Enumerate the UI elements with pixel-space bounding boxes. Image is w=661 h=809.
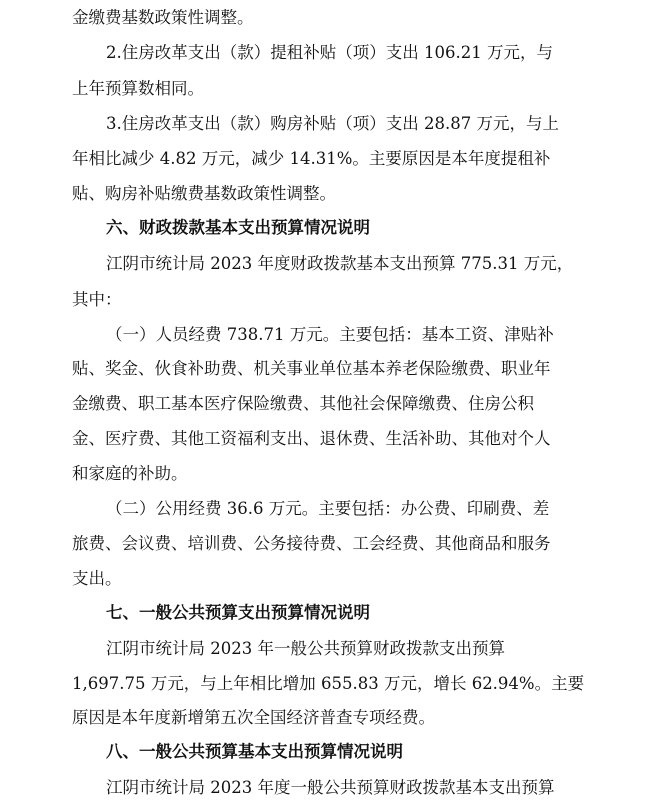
paragraph-line: 年相比减少 4.82 万元，减少 14.31%。主要原因是本年度提租补 (72, 149, 551, 168)
paragraph-line: 1,697.75 万元，与上年相比增加 655.83 万元，增长 62.94%。主要 (72, 674, 585, 693)
paragraph-line: 支出。 (72, 569, 122, 588)
paragraph-line: 3.住房改革支出（款）购房补贴（项）支出 28.87 万元，与上 (106, 114, 559, 133)
paragraph-line: 金缴费、职工基本医疗保险缴费、其他社会保障缴费、住房公积 (72, 394, 534, 413)
paragraph-line: 原因是本年度新增第五次全国经济普查专项经费。 (72, 708, 435, 727)
paragraph-line: 上年预算数相同。 (72, 79, 204, 98)
paragraph-line: 贴、奖金、伙食补助费、机关事业单位基本养老保险缴费、职业年 (72, 359, 551, 378)
section-heading: 七、一般公共预算支出预算情况说明 (106, 603, 370, 622)
paragraph-line: 金、医疗费、其他工资福利支出、退休费、生活补助、其他对个人 (72, 429, 551, 448)
paragraph-line: 江阴市统计局 2023 年度一般公共预算财政拨款基本支出预算 (106, 778, 555, 797)
paragraph-line: 旅费、会议费、培训费、公务接待费、工会经费、其他商品和服务 (72, 534, 551, 553)
paragraph-line: 贴、购房补贴缴费基数政策性调整。 (72, 184, 336, 203)
paragraph-line: 金缴费基数政策性调整。 (72, 8, 254, 27)
paragraph-line: 江阴市统计局 2023 年一般公共预算财政拨款支出预算 (106, 639, 505, 658)
paragraph-line: （二）公用经费 36.6 万元。主要包括：办公费、印刷费、差 (106, 499, 550, 518)
paragraph-line: 2.住房改革支出（款）提租补贴（项）支出 106.21 万元，与 (106, 43, 553, 62)
paragraph-line: 江阴市统计局 2023 年度财政拨款基本支出预算 775.31 万元， (106, 254, 574, 273)
section-heading: 八、一般公共预算基本支出预算情况说明 (106, 742, 403, 761)
paragraph-line: 和家庭的补助。 (72, 464, 188, 483)
section-heading: 六、财政拨款基本支出预算情况说明 (106, 218, 370, 237)
paragraph-line: （一）人员经费 738.71 万元。主要包括：基本工资、津贴补 (106, 325, 554, 344)
paragraph-line: 其中： (72, 290, 122, 309)
